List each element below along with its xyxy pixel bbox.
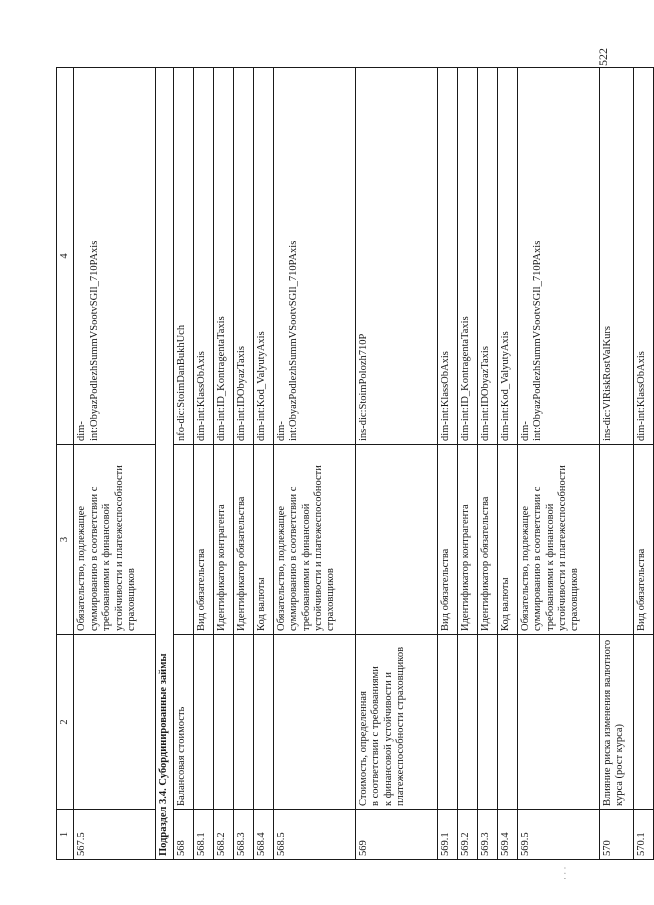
cell-col-2: Влияние риска изменения валютного курса (рост курса) — [599, 635, 633, 810]
cell-col-3: Идентификатор обязательства — [233, 445, 253, 635]
cell-col-2 — [457, 635, 477, 810]
cell-col-1: 568 — [173, 810, 193, 860]
table-row — [193, 68, 213, 860]
cell-col-4: dim-int:KlassObAxis — [193, 68, 213, 445]
table-row — [599, 68, 633, 860]
header-col-1: 1 — [57, 810, 74, 860]
cell-col-2 — [633, 635, 653, 810]
cell-col-3: Вид обязательства — [633, 445, 653, 635]
cell-col-1: 569.3 — [477, 810, 497, 860]
cell-col-3: Идентификатор обязательства — [477, 445, 497, 635]
table-row — [233, 68, 253, 860]
cell-col-1: 567.5 — [74, 810, 156, 860]
cell-col-2 — [437, 635, 457, 810]
cell-col-1: 568.3 — [233, 810, 253, 860]
cell-col-4: dim-int:KlassObAxis — [633, 68, 653, 445]
cell-col-3: Идентификатор контрагента — [457, 445, 477, 635]
table-row — [517, 68, 599, 860]
cell-col-1: 569.2 — [457, 810, 477, 860]
table-row — [355, 68, 437, 860]
table-row — [633, 68, 653, 860]
cell-col-2 — [477, 635, 497, 810]
cell-col-3: Обязательство, подлежащее суммированию в соответствии с требованиями к финансовой устойчивости и платежеспособности страховщиков — [273, 445, 355, 635]
cell-col-3 — [173, 445, 193, 635]
cell-col-2 — [253, 635, 273, 810]
cell-col-1: 569.1 — [437, 810, 457, 860]
cell-col-1: 570 — [599, 810, 633, 860]
cell-col-3: Обязательство, подлежащее суммированию в соответствии с требованиями к финансовой устойчивости и платежеспособности страховщиков — [517, 445, 599, 635]
cell-col-1: 568.4 — [253, 810, 273, 860]
cell-col-4: nfo-dic:StoimDanBukhUch — [173, 68, 193, 445]
cell-col-3: Код валюты — [253, 445, 273, 635]
cell-col-4: dim-int:Kod_ValyutyAxis — [253, 68, 273, 445]
rotated-table-container — [56, 68, 647, 860]
cell-col-2 — [193, 635, 213, 810]
table-body — [74, 68, 653, 860]
cell-col-2 — [517, 635, 599, 810]
cell-col-3: Вид обязательства — [437, 445, 457, 635]
cell-col-4: dim-int:IDObyazTaxis — [477, 68, 497, 445]
table-row — [437, 68, 457, 860]
section-row — [156, 68, 173, 860]
cell-col-3: Идентификатор контрагента — [213, 445, 233, 635]
cell-col-4: dim-int:ID_KontragentaTaxis — [457, 68, 477, 445]
page-number: 522 — [596, 48, 610, 66]
cell-col-3 — [599, 445, 633, 635]
header-row — [57, 68, 74, 860]
header-col-3: 3 — [57, 445, 74, 635]
cell-col-4: dim- int:ObyazPodlezhSummVSootvSGIl_710PAxis — [74, 68, 156, 445]
table-row — [477, 68, 497, 860]
cell-col-1: 569 — [355, 810, 437, 860]
cell-col-1: 570.1 — [633, 810, 653, 860]
margin-mark: · · · — [560, 866, 570, 880]
table-row — [253, 68, 273, 860]
table-row — [457, 68, 477, 860]
cell-col-4: ins-dic:StoimPolozh710P — [355, 68, 437, 445]
cell-col-1: 568.5 — [273, 810, 355, 860]
cell-col-1: 568.1 — [193, 810, 213, 860]
cell-col-2 — [74, 635, 156, 810]
cell-col-2 — [233, 635, 253, 810]
table-row — [213, 68, 233, 860]
table-row — [273, 68, 355, 860]
cell-col-2 — [213, 635, 233, 810]
cell-col-2 — [497, 635, 517, 810]
cell-col-1: 568.2 — [213, 810, 233, 860]
cell-col-2: Балансовая стоимость — [173, 635, 193, 810]
cell-col-3 — [355, 445, 437, 635]
taxonomy-table — [56, 67, 654, 860]
cell-col-4: dim-int:IDObyazTaxis — [233, 68, 253, 445]
cell-col-3: Вид обязательства — [193, 445, 213, 635]
table-row — [74, 68, 156, 860]
cell-col-4: dim- int:ObyazPodlezhSummVSootvSGIl_710PAxis — [517, 68, 599, 445]
table-row — [497, 68, 517, 860]
cell-col-4: dim-int:ID_KontragentaTaxis — [213, 68, 233, 445]
header-col-2: 2 — [57, 635, 74, 810]
cell-col-4: ins-dic:VlRiskRostValKurs — [599, 68, 633, 445]
cell-col-4: dim-int:Kod_ValyutyAxis — [497, 68, 517, 445]
table-row — [173, 68, 193, 860]
cell-col-4: dim- int:ObyazPodlezhSummVSootvSGIl_710PAxis — [273, 68, 355, 445]
cell-col-1: 569.5 — [517, 810, 599, 860]
cell-col-1: 569.4 — [497, 810, 517, 860]
cell-col-2: Стоимость, определенная в соответствии с требованиями к финансовой устойчивости и платежеспособности страховщиков — [355, 635, 437, 810]
header-col-4: 4 — [57, 68, 74, 445]
section-title: Подраздел 3.4. Субординированные займы — [156, 68, 173, 860]
cell-col-4: dim-int:KlassObAxis — [437, 68, 457, 445]
cell-col-3: Обязательство, подлежащее суммированию в соответствии с требованиями к финансовой устойчивости и платежеспособности страховщиков — [74, 445, 156, 635]
cell-col-2 — [273, 635, 355, 810]
cell-col-3: Код валюты — [497, 445, 517, 635]
